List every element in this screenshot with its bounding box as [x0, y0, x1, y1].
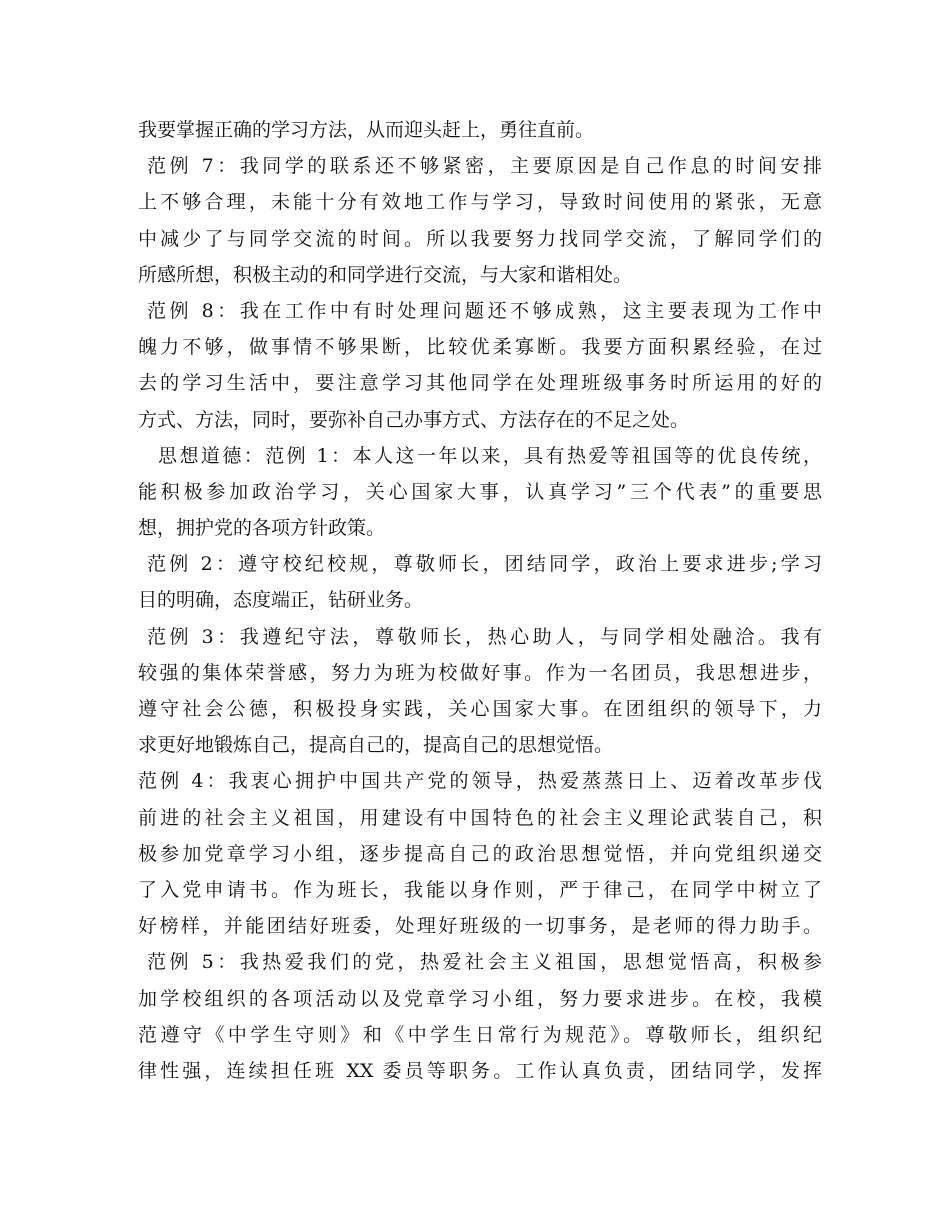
paragraph-line: 前进的社会主义祖国，用建设有中国特色的社会主义理论武装自己，积	[138, 806, 822, 829]
paragraph-line: 求更好地锻炼自己，提高自己的，提高自己的思想觉悟。	[138, 734, 614, 757]
paragraph-line: 范例 8：我在工作中有时处理问题还不够成熟，这主要表现为工作中	[147, 299, 822, 322]
paragraph-line: 范例 7：我同学的联系还不够紧密，主要原因是自己作息的时间安排	[147, 155, 822, 178]
paragraph-line: 想，拥护党的各项方针政策。	[138, 517, 386, 540]
paragraph-line: 律性强，连续担任班 XX 委员等职务。工作认真负责，团结同学，发挥	[138, 1059, 822, 1082]
paragraph-line: 遵守社会公德，积极投身实践，关心国家大事。在团组织的领导下，力	[138, 698, 822, 720]
paragraph-line: 方式、方法，同时，要弥补自己办事方式、方法存在的不足之处。	[138, 408, 690, 431]
paragraph-line: 范例 4：我衷心拥护中国共产党的领导，热爱蒸蒸日上、迈着改革步伐	[138, 770, 822, 793]
paragraph-line: 范例 2：遵守校纪校规，尊敬师长，团结同学，政治上要求进步;学习	[147, 553, 822, 576]
paragraph-line: 所感所想，积极主动的和同学进行交流，与大家和谐相处。	[138, 263, 633, 286]
paragraph-line: 思想道德：范例 1：本人这一年以来，具有热爱等祖国等的优良传统，	[158, 444, 822, 467]
paragraph-line: 好榜样，并能团结好班委，处理好班级的一切事务，是老师的得力助手。	[138, 915, 822, 938]
paragraph-line: 范例 3：我遵纪守法，尊敬师长，热心助人，与同学相处融洽。我有	[147, 625, 822, 648]
paragraph-line: 目的明确，态度端正，钻研业务。	[138, 589, 424, 612]
paragraph-line: 能积极参加政治学习，关心国家大事，认真学习”三个代表”的重要思	[138, 480, 822, 503]
paragraph-line: 我要掌握正确的学习方法，从而迎头赶上，勇往直前。	[138, 119, 595, 141]
paragraph-line: 魄力不够，做事情不够果断，比较优柔寡断。我要方面积累经验，在过	[138, 336, 822, 359]
paragraph-line: 范遵守《中学生守则》和《中学生日常行为规范》。尊敬师长，组织纪	[138, 1023, 822, 1046]
document-body	[138, 112, 822, 1089]
paragraph-line: 范例 5：我热爱我们的党，热爱社会主义祖国，思想觉悟高，积极参	[147, 951, 822, 974]
paragraph-line: 去的学习生活中，要注意学习其他同学在处理班级事务时所运用的好的	[138, 372, 822, 395]
paragraph-line: 加学校组织的各项活动以及党章学习小组，努力要求进步。在校，我模	[138, 987, 822, 1010]
paragraph-line: 中减少了与同学交流的时间。所以我要努力找同学交流，了解同学们的	[138, 227, 822, 250]
paragraph-line: 极参加党章学习小组，逐步提高自己的政治思想觉悟，并向党组织递交	[138, 842, 822, 865]
paragraph-line: 了入党申请书。作为班长，我能以身作则，严于律己，在同学中树立了	[138, 878, 822, 901]
paragraph-line: 较强的集体荣誉感，努力为班为校做好事。作为一名团员，我思想进步，	[138, 661, 822, 684]
paragraph-line: 上不够合理，未能十分有效地工作与学习，导致时间使用的紧张，无意	[138, 191, 822, 214]
